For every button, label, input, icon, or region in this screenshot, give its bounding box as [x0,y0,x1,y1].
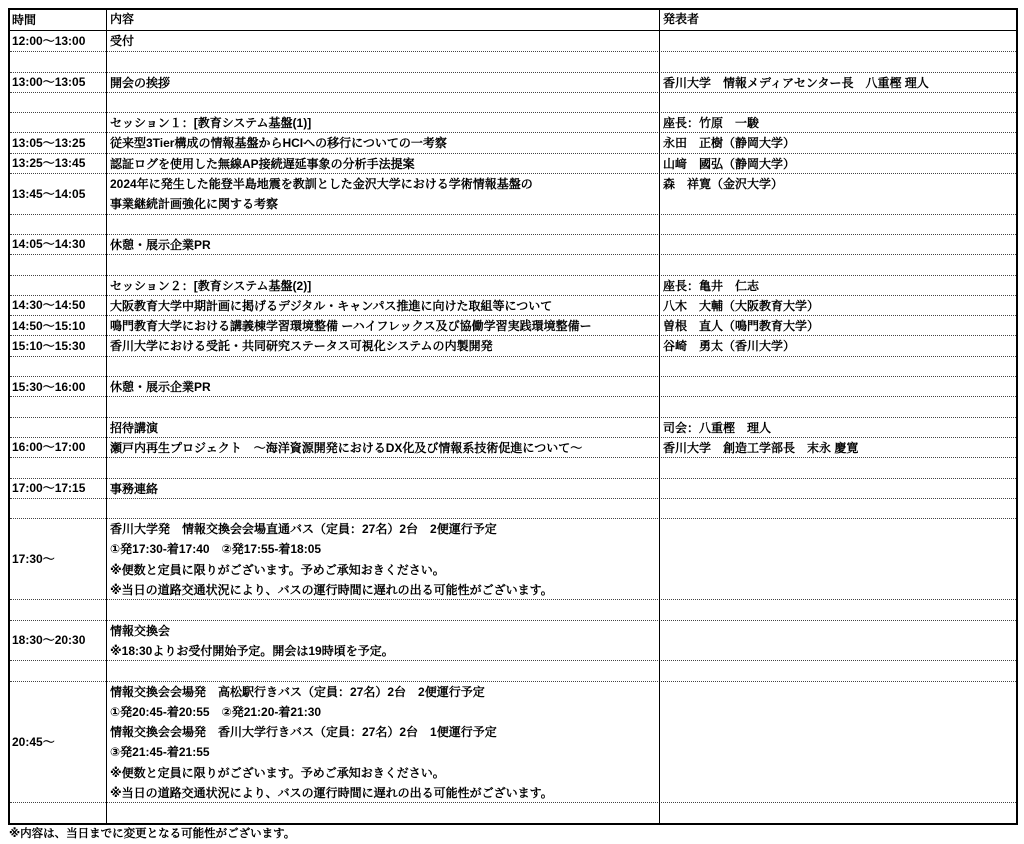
presenter-cell: 八木 大輔（大阪教育大学） [663,298,820,313]
time-cell [10,215,107,234]
content-cell [107,316,660,335]
blank-row [10,254,1016,274]
table-body [10,31,1016,823]
blank-row [10,92,1016,112]
presenter-cell [660,458,1016,477]
presenter-cell [660,397,1016,416]
presenter-cell: 谷崎 勇太（香川大学） [663,339,796,354]
schedule-row [10,315,1016,335]
content-line: 香川大学発 情報交換会会場直通バス（定員：27名）2台 2便運行予定 [110,522,497,537]
schedule-row [10,72,1016,92]
content-line: ③発21:45-着21:55 [110,745,210,760]
column-divider [659,10,661,823]
content-line: セッション１：[教育システム基盤(1)] [110,116,312,131]
content-line: 香川大学における受託・共同研究ステータス可視化システムの内製開発 [110,339,493,354]
content-cell [107,296,660,315]
presenter-cell [660,377,1016,396]
content-line: ※18:30よりお受付開始予定。開会は19時頃を予定。 [110,643,394,658]
time-cell: 16:00～17:00 [12,440,86,455]
presenter-cell [660,52,1016,71]
schedule-row [10,295,1016,315]
schedule-row [10,376,1016,396]
content-cell [107,255,660,274]
content-cell [107,336,660,355]
content-cell [107,174,660,214]
presenter-cell [660,215,1016,234]
time-cell: 13:25～13:45 [12,156,86,171]
header-time: 時間 [12,12,37,27]
time-cell [10,52,107,71]
time-cell [10,357,107,376]
content-line: 休憩・展示企業PR [110,380,211,395]
content-line: 情報交換会会場発 香川大学行きバス（定員：27名）2台 1便運行予定 [110,725,497,740]
presenter-cell: 森 祥寛（金沢大学） [663,177,784,192]
content-line: ※当日の道路交通状況により、バスの運行時間に遅れの出る可能性がございます。 [110,583,553,598]
schedule-row [10,153,1016,173]
schedule-row [10,234,1016,254]
time-cell: 20:45～ [12,734,55,749]
content-cell [107,113,660,132]
blank-row [10,498,1016,518]
time-cell: 17:30～ [12,552,55,567]
presenter-cell: 山﨑 國弘（静岡大学） [663,156,796,171]
blank-row [10,802,1016,822]
content-line: 受付 [110,34,135,48]
presenter-cell [660,600,1016,619]
presenter-cell: 座長：竹原 一駿 [663,116,760,131]
content-cell [107,661,660,680]
presenter-cell: 司会：八重樫 理人 [663,420,772,435]
blank-row [10,599,1016,619]
schedule-row [10,681,1016,803]
header-row [10,10,1016,31]
schedule-table [8,8,1018,825]
presenter-cell [660,255,1016,274]
content-line: 招待講演 [110,420,159,435]
time-cell: 14:05～14:30 [12,237,86,252]
time-cell [10,93,107,112]
time-cell: 18:30～20:30 [12,633,86,648]
content-cell [107,73,660,92]
time-cell: 13:45～14:05 [12,186,86,201]
content-cell [107,154,660,173]
schedule-row [10,417,1016,437]
blank-row [10,660,1016,680]
schedule-row [10,173,1016,214]
time-cell [10,113,107,132]
content-cell [107,397,660,416]
presenter-cell: 香川大学 創造工学部長 末永 慶寛 [663,440,859,455]
content-cell [107,600,660,619]
header-presenter: 発表者 [663,12,700,26]
presenter-cell: 永田 正樹（静岡大学） [663,136,796,151]
content-cell [107,519,660,599]
content-cell [107,803,660,822]
time-cell [10,276,107,295]
content-line: ※便数と定員に限りがございます。予めご承知おきください。 [110,765,445,780]
schedule-row [10,437,1016,457]
content-line: 従来型3Tier構成の情報基盤からHCIへの移行についての一考察 [110,136,447,151]
presenter-cell [660,479,1016,498]
content-cell [107,621,660,661]
time-cell [10,418,107,437]
content-cell [107,133,660,152]
time-cell [10,255,107,274]
schedule-row [10,112,1016,132]
presenter-cell [660,621,1016,661]
footnote: ※内容は、当日までに変更となる可能性がございます。 [9,828,296,840]
content-cell [107,31,660,51]
content-line: ※当日の道路交通状況により、バスの運行時間に遅れの出る可能性がございます。 [110,785,553,800]
content-line: 2024年に発生した能登半島地震を教訓とした金沢大学における学術情報基盤の [110,177,533,192]
content-line: ①発17:30-着17:40 ②発17:55-着18:05 [110,542,322,557]
schedule-row [10,518,1016,599]
content-cell [107,377,660,396]
time-cell: 15:30～16:00 [12,379,86,394]
content-cell [107,235,660,254]
column-divider [106,10,108,823]
blank-row [10,214,1016,234]
presenter-cell [660,357,1016,376]
content-cell [107,499,660,518]
content-cell [107,479,660,498]
header-content: 内容 [110,12,135,26]
content-line: 情報交換会 [110,623,171,638]
content-line: 事業継続計画強化に関する考察 [110,197,279,212]
content-cell [107,215,660,234]
schedule-row [10,275,1016,295]
time-cell [10,600,107,619]
time-cell [10,661,107,680]
time-cell: 15:10～15:30 [12,338,86,353]
content-line: 大阪教育大学中期計画に掲げるデジタル・キャンパス推進に向けた取組等について [110,298,553,313]
presenter-cell [660,803,1016,822]
presenter-cell [660,235,1016,254]
time-cell [10,499,107,518]
blank-row [10,457,1016,477]
blank-row [10,51,1016,71]
content-cell [107,276,660,295]
schedule-row [10,478,1016,498]
content-cell [107,52,660,71]
content-cell [107,418,660,437]
presenter-cell: 香川大学 情報メディアセンター長 八重樫 理人 [663,75,929,90]
presenter-cell [660,499,1016,518]
presenter-cell [660,93,1016,112]
content-cell [107,357,660,376]
presenter-cell [660,31,1016,51]
schedule-row [10,620,1016,661]
presenter-cell: 座長：亀井 仁志 [663,278,760,293]
content-cell [107,458,660,477]
presenter-cell: 曽根 直人（鳴門教育大学） [663,319,820,334]
time-cell [10,397,107,416]
presenter-cell [660,682,1016,803]
schedule-row [10,335,1016,355]
schedule-row [10,132,1016,152]
content-line: 事務連絡 [110,481,159,496]
time-cell: 13:00～13:05 [12,75,86,90]
time-cell: 14:30～14:50 [12,298,86,313]
content-line: 瀬戸内再生プロジェクト ～海洋資源開発におけるDX化及び情報系技術促進について～ [110,440,583,455]
presenter-cell [660,519,1016,599]
content-line: 認証ログを使用した無線AP接続遅延事象の分析手法提案 [110,156,415,171]
content-cell [107,682,660,803]
time-cell [10,458,107,477]
time-cell: 12:00～13:00 [12,34,86,48]
blank-row [10,396,1016,416]
presenter-cell [660,661,1016,680]
schedule-row [10,31,1016,51]
content-cell [107,438,660,457]
content-line: ①発20:45-着20:55 ②発21:20-着21:30 [110,704,322,719]
blank-row [10,356,1016,376]
time-cell: 17:00～17:15 [12,481,86,496]
time-cell [10,803,107,822]
time-cell: 14:50～15:10 [12,318,86,333]
content-line: 情報交換会会場発 高松駅行きバス（定員：27名）2台 2便運行予定 [110,684,485,699]
content-line: 鳴門教育大学における講義棟学習環境整備 ーハイフレックス及び協働学習実践環境整備ー [110,319,592,334]
content-line: セッション２：[教育システム基盤(2)] [110,278,312,293]
content-line: 休憩・展示企業PR [110,237,211,252]
content-line: ※便数と定員に限りがございます。予めご承知おきください。 [110,562,445,577]
time-cell: 13:05～13:25 [12,135,86,150]
content-cell [107,93,660,112]
content-line: 開会の挨拶 [110,75,171,90]
